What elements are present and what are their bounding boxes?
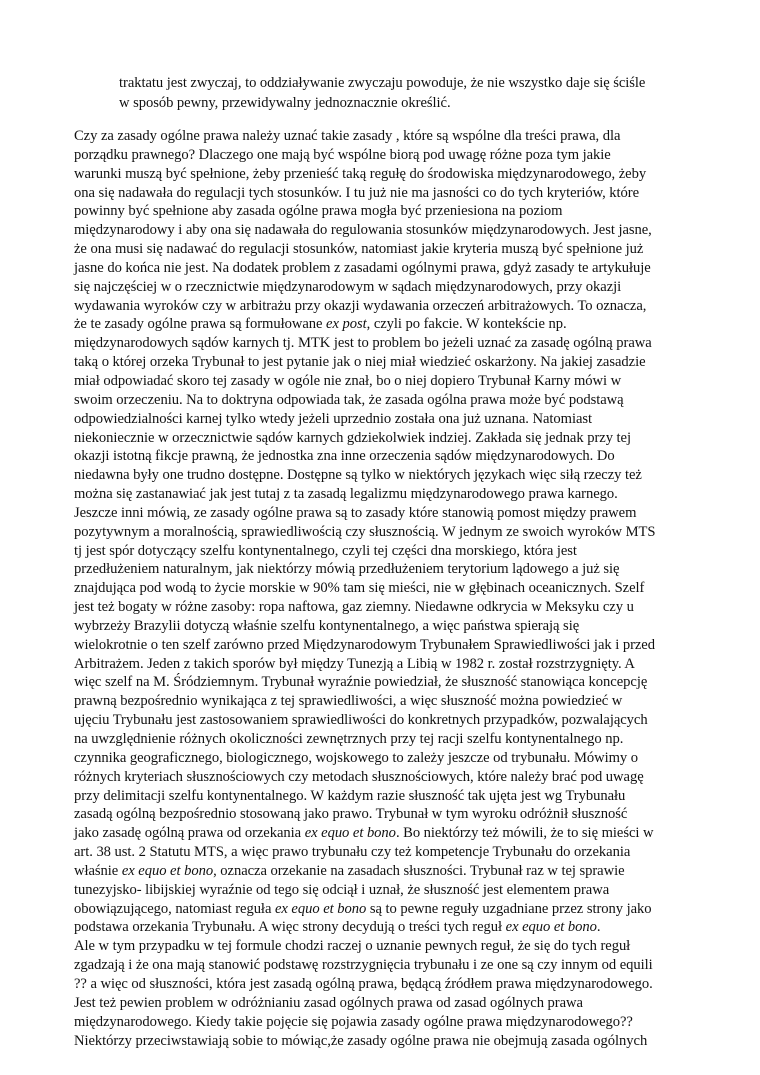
- text-run: tj jest spór dotyczący szelfu kontynentalnego, czyli tej części dna morskiego, która jest: [74, 542, 577, 559]
- text-run: czynnika geograficznego, biologicznego, wojskowego to zależy jeszcze od trybunału. Mówimy o: [74, 749, 639, 766]
- text-run: się najczęściej w o rzecznictwie międzynarodowym w sądach międzynarodowych, przy okazji: [74, 278, 622, 295]
- text-line: [74, 711, 694, 730]
- text-run: Niektórzy przeciwstawiają sobie to mówiąc,że zasady ogólne prawa nie obejmują zasada ogólnych: [74, 1032, 648, 1049]
- text-run: ujęciu Trybunału jest zastosowaniem sprawiedliwości do konkretnych przypadków, pozwalających: [74, 712, 648, 729]
- text-run: wybrzeży Brazylii dotyczą właśnie szelfu kontynentalnego, a więc państwa spierają się: [74, 617, 580, 634]
- text-line: [74, 787, 694, 806]
- text-run: ?? a więc od słuszności, która jest zasadą ogólną prawa, będącą źródłem prawa międzynarodowego.: [74, 975, 653, 992]
- text-line: [74, 956, 694, 975]
- text-line: [74, 994, 694, 1013]
- text-line: [74, 579, 694, 598]
- text-line: [74, 655, 694, 674]
- text-line: [74, 692, 694, 711]
- text-line: [74, 1013, 694, 1032]
- text-line: [74, 447, 694, 466]
- text-run: powinny być spełnione aby zasada ogólne prawa mogła być przeniesiona na poziom: [74, 203, 563, 220]
- indent-line: [119, 94, 699, 114]
- text-line: [74, 824, 694, 843]
- text-line: [74, 485, 694, 504]
- text-line: [74, 221, 694, 240]
- text-run: , czyli po fakcie. W kontekście np.: [366, 316, 567, 333]
- text-run: międzynarodowych sądów karnych tj. MTK jest to problem bo jeżeli uznać za zasadę ogólną prawa: [74, 335, 652, 352]
- text-line: [74, 523, 694, 542]
- text-line: [74, 315, 694, 334]
- text-line: [74, 466, 694, 485]
- text-run: właśnie: [74, 862, 122, 879]
- text-run: Jest też pewien problem w odróżnianiu zasad ogólnych prawa od zasad ogólnych prawa: [74, 994, 583, 1011]
- text-run: tunezyjsko- libijskiej wyraźnie od tego się odciął i uznał, że słuszność jest elementem prawa: [74, 881, 610, 898]
- text-run: obowiązującego, natomiast reguła: [74, 900, 275, 917]
- text-run: prawną bezpośrednio wynikająca z tej sprawiedliwości, a więc słuszność można powiedzieć w: [74, 693, 623, 710]
- indent-line: [119, 74, 699, 94]
- text-line: [74, 636, 694, 655]
- text-run: niedawna były one trudno dostępne. Dostępne są tylko w niektórych językach więc siłą rzeczy też: [74, 467, 642, 484]
- text-run: zgadzają i że ona mają stanowić podstawę rozstrzygnięcia trybunału i ze one są czy innym od equili: [74, 957, 653, 974]
- text-line: [74, 391, 694, 410]
- italic-term: ex equo et bono: [121, 862, 214, 879]
- text-run: swoim orzeczeniu. Na to doktryna odpowiada tak, że zasada ogólna prawa może być podstawą: [74, 391, 624, 408]
- text-run: więc szelf na M. Śródziemnym. Trybunał wyraźnie powiedział, że słuszność stanowiąca koncepcję: [74, 674, 648, 691]
- text-run: na uwzględnienie różnych okoliczności zewnętrznych przy tej racji szelfu kontynentalnego np.: [74, 731, 624, 747]
- text-run: okazji istotną fikcje prawną, że jednostka zna inne orzeczenia sądów międzynarodowych. Do: [74, 448, 615, 465]
- text-run: miał odpowiadać skoro tej zasady w ogóle nie znał, bo o niej dopiero Trybunał Karny mówi w: [74, 372, 622, 389]
- text-run: traktatu jest zwyczaj, to oddziaływanie zwyczaju powoduje, że nie wszystko daje się ściśle: [119, 75, 646, 91]
- text-line: [74, 918, 694, 937]
- text-line: [74, 165, 694, 184]
- text-run: Czy za zasady ogólne prawa należy uznać takie zasady , które są wspólne dla treści prawa, dla: [74, 128, 621, 144]
- text-line: [74, 881, 694, 900]
- italic-term: ex post: [326, 316, 367, 333]
- text-run: że te zasady ogólne prawa są formułowane: [74, 316, 327, 333]
- text-run: Ale w tym przypadku w tej formule chodzi raczej o uznanie pewnych reguł, że się do tych reguł: [74, 938, 631, 955]
- text-line: [74, 410, 694, 429]
- indented-paragraph: [119, 74, 699, 113]
- text-run: ona się nadawała do regulacji tych stosunków. I tu już nie ma jasności co do tych kryteriów, które: [74, 184, 640, 201]
- text-run: jasne do końca nie jest. Na dodatek problem z zasadami ogólnymi prawa, gdyż zasady te artykułuje: [74, 259, 651, 276]
- text-line: [74, 259, 694, 278]
- text-run: warunki muszą być spełnione, żeby przenieść taką regułę do środowiska międzynarodowego, żeby: [74, 165, 647, 182]
- text-line: [74, 749, 694, 768]
- text-run: zasadą ogólną bezpośrednio stosowaną jako prawo. Trybunał w tym wyroku odróżnił słuszność: [74, 806, 628, 823]
- text-run: niekoniecznie w orzecznictwie sądów karnych gdziekolwiek indziej. Zakłada się jednak przy tej: [74, 429, 631, 446]
- text-line: [74, 937, 694, 956]
- text-line: [74, 730, 694, 749]
- text-line: [74, 900, 694, 919]
- text-run: że ona musi się nadawać do regulacji stosunków, natomiast jakie kryteria muszą być spełnione już: [74, 241, 644, 258]
- text-line: [74, 560, 694, 579]
- italic-term: ex equo et bono: [274, 900, 367, 917]
- text-line: [74, 1032, 694, 1051]
- text-line: [74, 127, 694, 146]
- text-run: Jeszcze inni mówią, ze zasady ogólne prawa są to zasady które stanowią pomost między prawem: [74, 504, 637, 521]
- text-run: taką o której orzeka Trybunał to jest pytanie jak o niej miał wiedzieć oskarżony. Na jakiej zasadzie: [74, 354, 646, 371]
- italic-term: ex equo et bono: [304, 825, 396, 842]
- text-run: . Bo niektórzy też mówili, że to się mieści w: [395, 825, 654, 842]
- text-line: [74, 184, 694, 203]
- text-line: [74, 297, 694, 316]
- text-line: [74, 504, 694, 523]
- text-line: [74, 202, 694, 221]
- text-run: jest też bogaty w różne zasoby: ropa naftowa, gaz ziemny. Niedawne odkrycia w Meksyku czy u: [74, 599, 634, 616]
- text-run: jako zasadę ogólną prawa od orzekania: [74, 825, 305, 842]
- text-run: wielokrotnie o ten szelf zarówno przed Międzynarodowym Trybunałem Sprawiedliwości jak i przed: [74, 636, 655, 653]
- text-run: odpowiedzialności karnej tylko wtedy jeżeli uprzednio została ona już uznana. Natomiast: [74, 410, 593, 427]
- text-run: międzynarodowego. Kiedy takie pojęcie się pojawia zasady ogólne prawa międzynarodowego??: [74, 1013, 633, 1030]
- text-run: Arbitrażem. Jeden z takich sporów był między Tunezją a Libią w 1982 r. został rozstrzygnięty. A: [74, 655, 635, 672]
- text-run: art. 38 ust. 2 Statutu MTS, a więc prawo trybunału czy też kompetencje Trybunału do orzekania: [74, 844, 631, 861]
- text-run: przy delimitacji szelfu kontynentalnego. W każdym razie słuszność tak ujęta jest wg Trybunału: [74, 787, 626, 804]
- text-run: pozytywnym a moralnością, sprawiedliwością czy słusznością. W jednym ze swoich wyroków MTS: [74, 523, 656, 540]
- text-line: [74, 673, 694, 692]
- text-line: [74, 278, 694, 297]
- text-run: , oznacza orzekanie na zasadach słuszności. Trybunał raz w tej sprawie: [213, 862, 625, 879]
- text-run: wydawania wyroków czy w arbitrażu przy okazji wydawania orzeczeń arbitrażowych. To oznacza,: [74, 297, 647, 314]
- text-run: międzynarodowy i aby ona się nadawała do regulowania stosunków międzynarodowych. Jest jasne,: [74, 222, 652, 239]
- text-line: [74, 598, 694, 617]
- text-run: przedłużeniem naturalnym, jak niektórzy mówią przedłużeniem terytorium lądowego a już się: [74, 561, 620, 578]
- text-run: porządku prawnego? Dlaczego one mają być wspólne biorą pod uwagę różne poza tym jakie: [74, 146, 611, 163]
- text-run: podstawa orzekania Trybunału. A więc strony decydują o treści tych reguł: [74, 919, 506, 936]
- text-run: są to pewne reguły uzgadniane przez strony jako: [366, 900, 652, 917]
- text-line: [74, 843, 694, 862]
- text-line: [74, 372, 694, 391]
- text-run: w sposób pewny, przewidywalny jednoznacznie określić.: [119, 94, 451, 111]
- text-run: .: [596, 919, 601, 936]
- text-line: [74, 768, 694, 787]
- text-run: można się zastanawiać jak jest tutaj z ta zasadą legalizmu międzynarodowego prawa karnego.: [74, 486, 618, 503]
- text-line: [74, 429, 694, 448]
- text-run: znajdująca pod wodą to życie morskie w 90% tam się mieści, nie w głębinach oceanicznych. Szelf: [74, 580, 645, 597]
- text-line: [74, 353, 694, 372]
- text-line: [74, 146, 694, 165]
- text-line: [74, 617, 694, 636]
- text-line: [74, 542, 694, 561]
- text-line: [74, 334, 694, 353]
- text-line: [74, 805, 694, 824]
- text-run: różnych kryteriach słusznościowych czy metodach słusznościowych, które należy brać pod uwagę: [74, 768, 644, 785]
- text-line: [74, 862, 694, 881]
- main-paragraph: [74, 127, 694, 1050]
- italic-term: ex equo et bono: [505, 919, 597, 936]
- text-line: [74, 240, 694, 259]
- text-line: [74, 975, 694, 994]
